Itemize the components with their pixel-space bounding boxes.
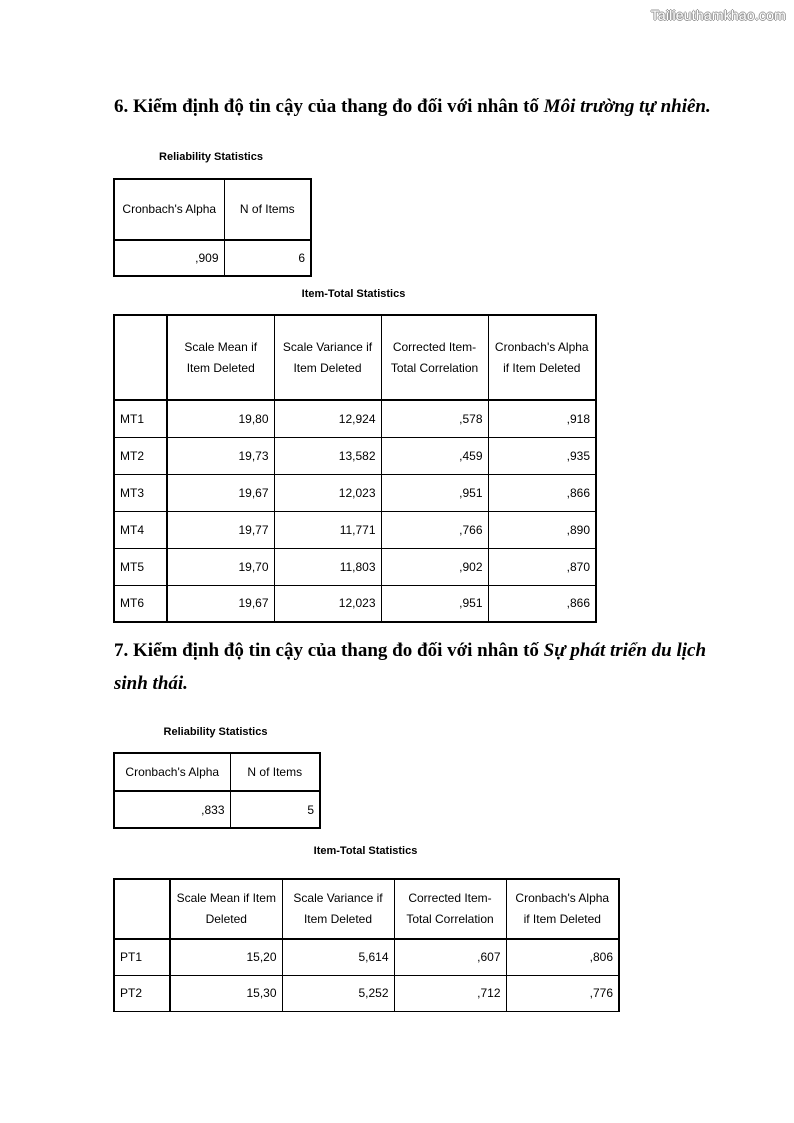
- item-label: PT2: [114, 975, 170, 1011]
- table-row: [114, 511, 596, 548]
- corrected-correlation-value: ,712: [394, 975, 506, 1011]
- header-corrected-correlation: Corrected Item-Total Correlation: [394, 879, 506, 939]
- alpha-if-deleted-value: ,870: [488, 548, 596, 585]
- corrected-correlation-value: ,607: [394, 939, 506, 975]
- cronbach-alpha-value: ,909: [114, 240, 224, 276]
- header-n-of-items: N of Items: [230, 753, 320, 791]
- table-row: [114, 975, 619, 1011]
- header-n-of-items: N of Items: [224, 179, 311, 240]
- header-cronbach-alpha: Cronbach's Alpha: [114, 179, 224, 240]
- section-7-heading-text: 7. Kiểm định độ tin cậy của thang đo đối với nhân tố: [114, 640, 544, 661]
- item-label: MT2: [114, 437, 167, 474]
- alpha-if-deleted-value: ,890: [488, 511, 596, 548]
- header-corrected-correlation: Corrected Item-Total Correlation: [381, 315, 488, 400]
- corrected-correlation-value: ,459: [381, 437, 488, 474]
- header-scale-variance: Scale Variance if Item Deleted: [282, 879, 394, 939]
- scale-variance-value: 13,582: [274, 437, 381, 474]
- scale-variance-value: 11,803: [274, 548, 381, 585]
- section-6-reliability-caption: Reliability Statistics: [159, 151, 263, 163]
- alpha-if-deleted-value: ,918: [488, 400, 596, 437]
- alpha-if-deleted-value: ,866: [488, 474, 596, 511]
- section-7-item-total-caption: Item-Total Statistics: [313, 845, 418, 857]
- item-label: PT1: [114, 939, 170, 975]
- cronbach-alpha-value: ,833: [114, 791, 230, 828]
- item-label: MT5: [114, 548, 167, 585]
- item-label: MT6: [114, 585, 167, 622]
- section-7-item-total-table: [113, 878, 620, 1012]
- corrected-correlation-value: ,951: [381, 585, 488, 622]
- scale-variance-value: 5,614: [282, 939, 394, 975]
- section-6-item-total-table: [113, 314, 597, 623]
- scale-mean-value: 15,30: [170, 975, 282, 1011]
- corrected-correlation-value: ,902: [381, 548, 488, 585]
- section-6-item-total-caption: Item-Total Statistics: [301, 288, 406, 300]
- section-7-reliability-table: [113, 752, 321, 829]
- item-label: MT3: [114, 474, 167, 511]
- table-row: [114, 548, 596, 585]
- n-of-items-value: 6: [224, 240, 311, 276]
- alpha-if-deleted-value: ,935: [488, 437, 596, 474]
- scale-variance-value: 12,023: [274, 474, 381, 511]
- section-6-heading: [114, 90, 734, 123]
- header-item: [114, 879, 170, 939]
- scale-mean-value: 19,77: [167, 511, 274, 548]
- table-row: [114, 939, 619, 975]
- scale-variance-value: 12,023: [274, 585, 381, 622]
- header-scale-variance: Scale Variance if Item Deleted: [274, 315, 381, 400]
- scale-mean-value: 19,70: [167, 548, 274, 585]
- corrected-correlation-value: ,766: [381, 511, 488, 548]
- table-row: [114, 400, 596, 437]
- corrected-correlation-value: ,951: [381, 474, 488, 511]
- scale-variance-value: 5,252: [282, 975, 394, 1011]
- header-scale-mean: Scale Mean if Item Deleted: [167, 315, 274, 400]
- scale-mean-value: 15,20: [170, 939, 282, 975]
- header-scale-mean: Scale Mean if Item Deleted: [170, 879, 282, 939]
- corrected-correlation-value: ,578: [381, 400, 488, 437]
- alpha-if-deleted-value: ,776: [506, 975, 619, 1011]
- header-cronbach-alpha: Cronbach's Alpha: [114, 753, 230, 791]
- item-label: MT4: [114, 511, 167, 548]
- table-row: [114, 474, 596, 511]
- header-item: [114, 315, 167, 400]
- section-6-heading-italic: Môi trường tự nhiên.: [543, 96, 711, 117]
- alpha-if-deleted-value: ,866: [488, 585, 596, 622]
- section-7-heading-italic: Sự phát triển du lịch sinh thái.: [114, 640, 707, 694]
- scale-mean-value: 19,67: [167, 585, 274, 622]
- table-row: [114, 437, 596, 474]
- scale-variance-value: 12,924: [274, 400, 381, 437]
- scale-variance-value: 11,771: [274, 511, 381, 548]
- scale-mean-value: 19,73: [167, 437, 274, 474]
- item-label: MT1: [114, 400, 167, 437]
- header-alpha-if-deleted: Cronbach's Alpha if Item Deleted: [488, 315, 596, 400]
- section-7-heading: [114, 634, 734, 700]
- table-row: [114, 585, 596, 622]
- n-of-items-value: 5: [230, 791, 320, 828]
- section-7-reliability-caption: Reliability Statistics: [163, 726, 268, 738]
- alpha-if-deleted-value: ,806: [506, 939, 619, 975]
- scale-mean-value: 19,67: [167, 474, 274, 511]
- watermark: Tailieuthamkhao.com: [650, 7, 786, 23]
- section-6-heading-text: 6. Kiểm định độ tin cậy của thang đo đối với nhân tố: [114, 96, 544, 117]
- header-alpha-if-deleted: Cronbach's Alpha if Item Deleted: [506, 879, 619, 939]
- section-6-reliability-table: [113, 178, 312, 277]
- scale-mean-value: 19,80: [167, 400, 274, 437]
